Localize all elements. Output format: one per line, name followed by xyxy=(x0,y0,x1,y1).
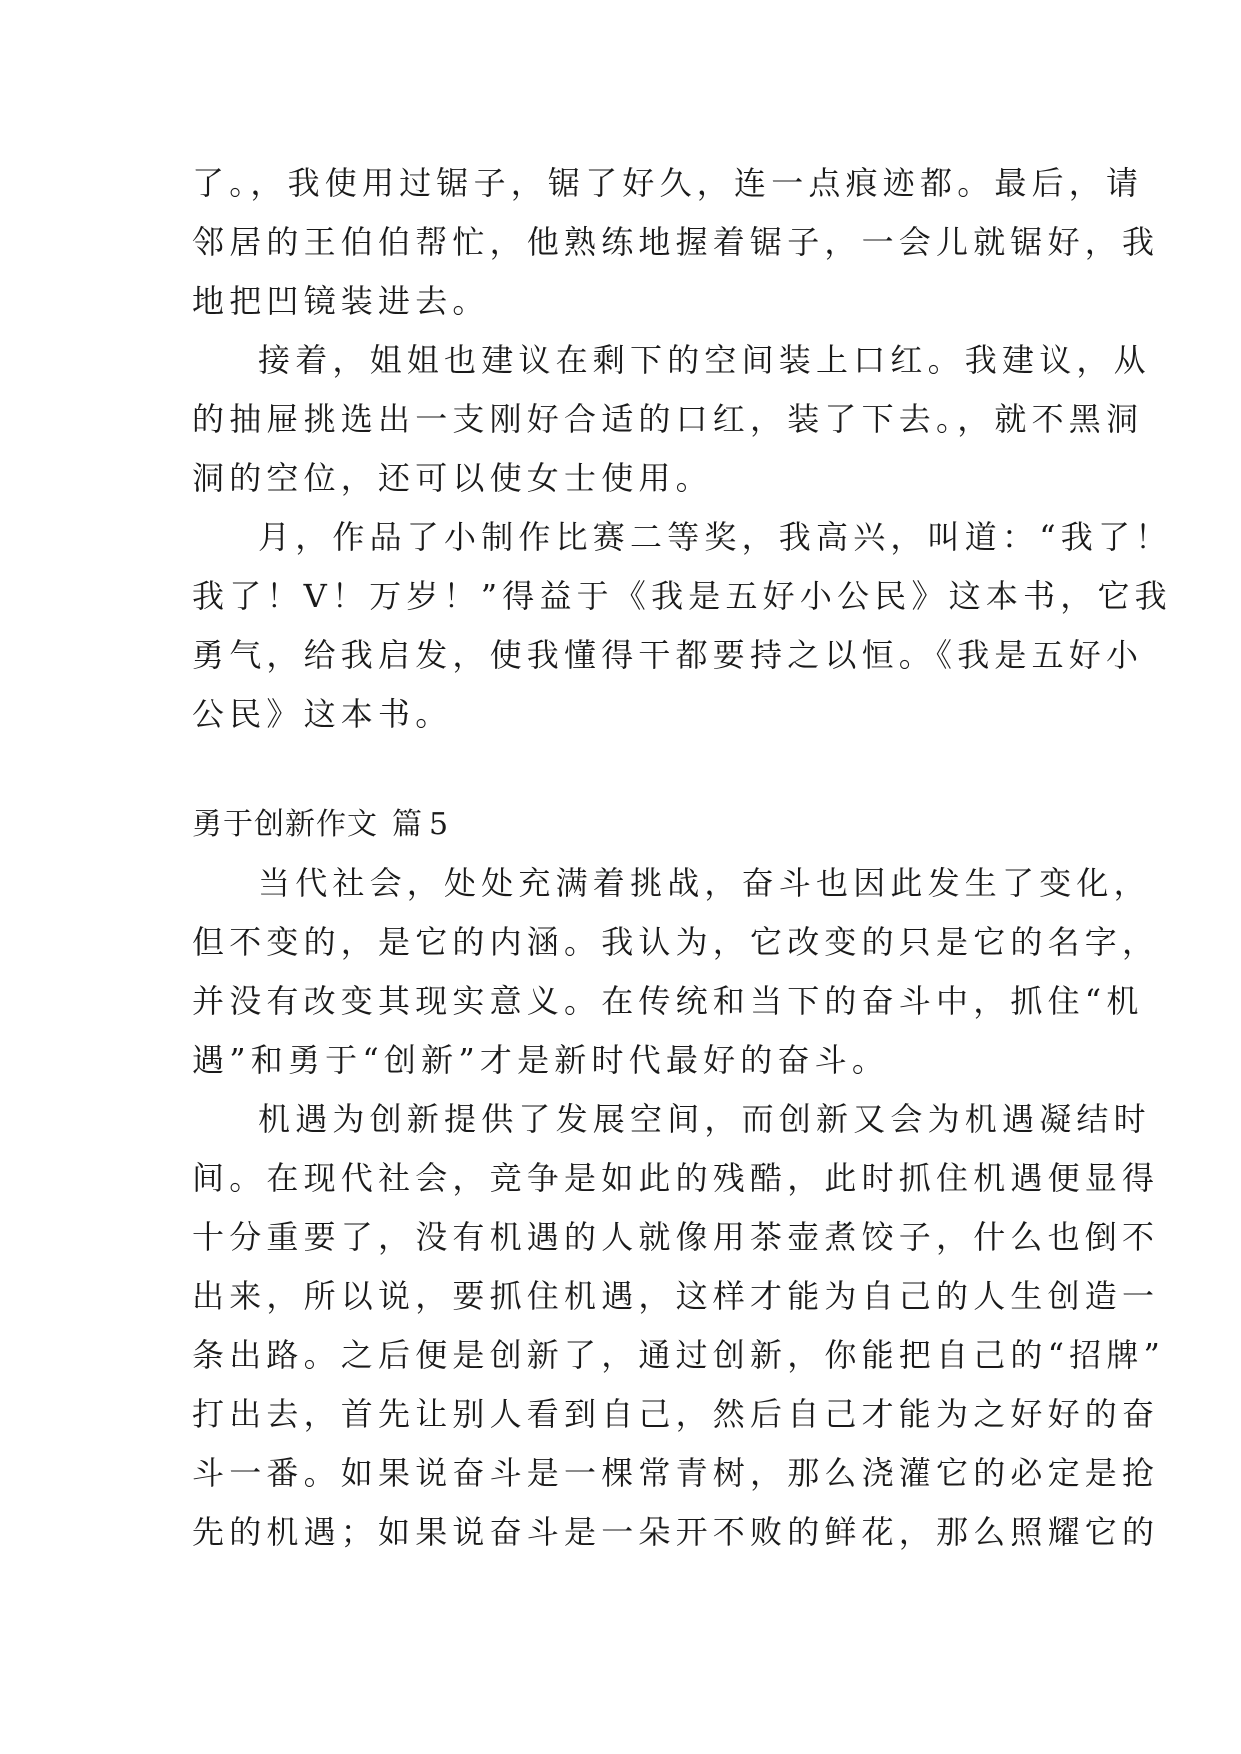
text-line: 打出去，首先让别人看到自己，然后自己才能为之好好的奋 xyxy=(192,1395,1160,1433)
text-line: 并没有改变其现实意义。在传统和当下的奋斗中，抓住“机 xyxy=(192,982,1144,1020)
text-line: 洞的空位，还可以使女士使用。 xyxy=(192,459,713,497)
heading-number: 5 xyxy=(429,807,450,842)
text-line: 了。，我使用过锯子，锯了好久，连一点痕迹都。最后，请 xyxy=(192,164,1144,202)
text-line: 勇气，给我启发，使我懂得干都要持之以恒。《我是五好小 xyxy=(192,636,1144,674)
text-line: 十分重要了，没有机遇的人就像用茶壶煮饺子，什么也倒不 xyxy=(192,1218,1160,1256)
text-line: 的抽屉挑选出一支刚好合适的口红，装了下去。，就不黑洞 xyxy=(192,400,1144,438)
heading-title: 勇于创新作文 xyxy=(192,807,378,842)
text-line: 出来，所以说，要抓住机遇，这样才能为自己的人生创造一 xyxy=(192,1277,1160,1315)
text-line: 当代社会，处处充满着挑战，奋斗也因此发生了变化， xyxy=(258,864,1151,902)
text-line: 但不变的，是它的内涵。我认为，它改变的只是它的名字， xyxy=(192,923,1160,961)
text-line: 先的机遇；如果说奋斗是一朵开不败的鲜花，那么照耀它的 xyxy=(192,1513,1160,1551)
section-heading xyxy=(192,805,449,845)
text-line: 斗一番。如果说奋斗是一棵常青树，那么浇灌它的必定是抢 xyxy=(192,1454,1160,1492)
text-line: 条出路。之后便是创新了，通过创新，你能把自己的“招牌” xyxy=(192,1336,1166,1374)
heading-label: 篇 xyxy=(392,807,423,842)
text-line: 邻居的王伯伯帮忙，他熟练地握着锯子，一会儿就锯好，我 xyxy=(192,223,1160,261)
text-line: 月，作品了小制作比赛二等奖，我高兴，叫道：“我了！ xyxy=(258,518,1173,556)
text-line: 公民》这本书。 xyxy=(192,695,453,733)
text-line: 我了！V！万岁！”得益于《我是五好小公民》这本书，它我 xyxy=(192,577,1172,615)
text-line: 地把凹镜装进去。 xyxy=(192,282,490,320)
text-line: 接着，姐姐也建议在剩下的空间装上口红。我建议，从 xyxy=(258,341,1151,379)
text-line: 遇”和勇于“创新”才是新时代最好的奋斗。 xyxy=(192,1041,890,1079)
text-line: 间。在现代社会，竞争是如此的残酷，此时抓住机遇便显得 xyxy=(192,1159,1160,1197)
text-line: 机遇为创新提供了发展空间，而创新又会为机遇凝结时 xyxy=(258,1100,1151,1138)
